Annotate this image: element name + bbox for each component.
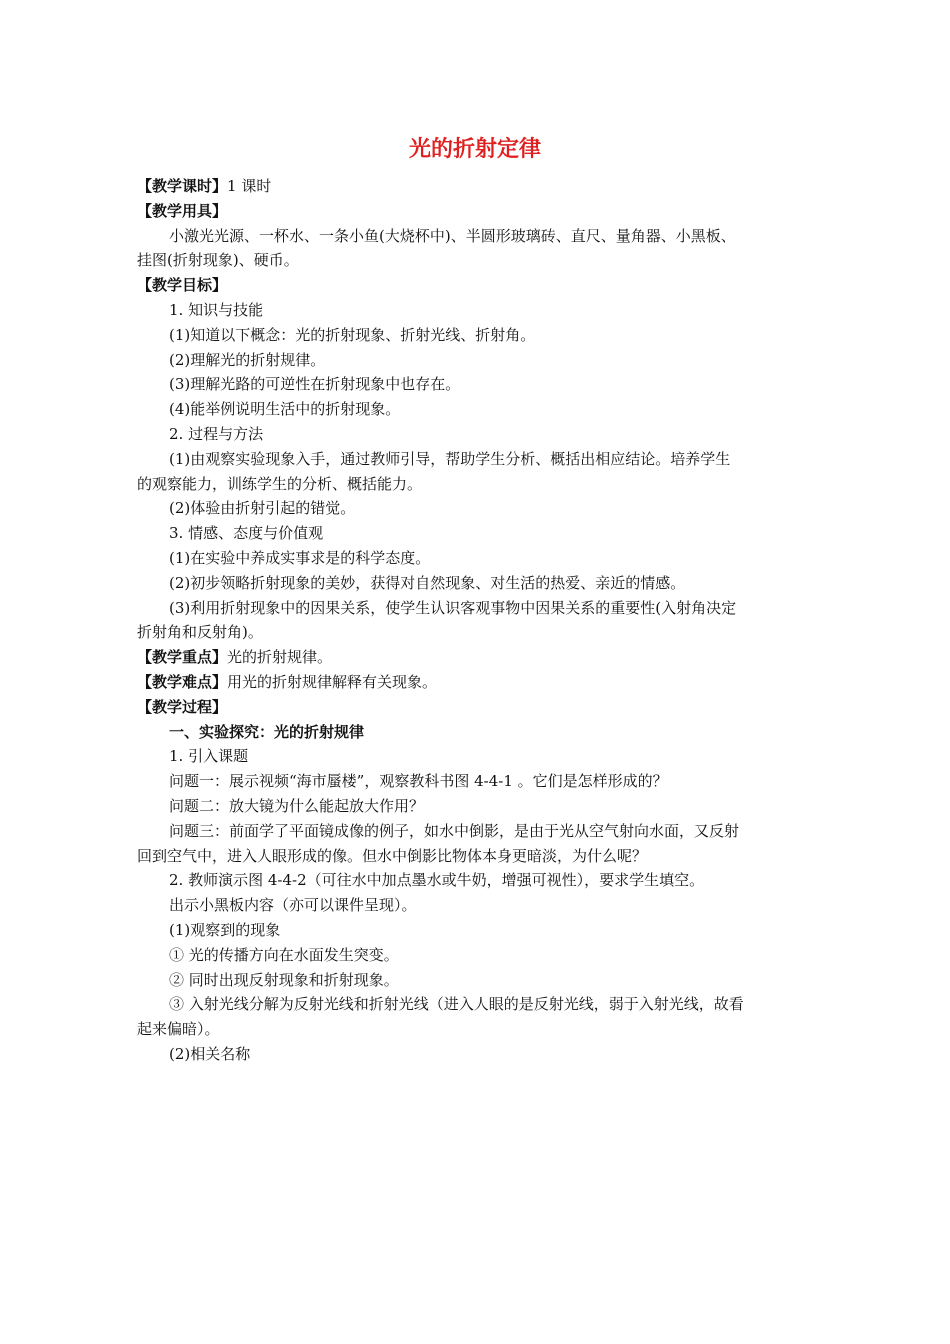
- line-text: 起来偏暗）。: [137, 1020, 220, 1039]
- line-text: (4)能举例说明生活中的折射现象。: [169, 400, 401, 419]
- line-text: (2)相关名称: [169, 1044, 251, 1063]
- text-line: [137, 472, 813, 497]
- text-line: [137, 397, 813, 422]
- line-text: (1)由观察实验现象入手，通过教师引导，帮助学生分析、概括出相应结论。培养学生: [169, 449, 731, 468]
- text-line: [137, 521, 813, 546]
- text-line: [137, 670, 813, 695]
- text-line: [137, 323, 813, 348]
- text-line: [137, 943, 813, 968]
- text-line: [137, 620, 813, 645]
- line-text: ③ 入射光线分解为反射光线和折射光线（进入人眼的是反射光线，弱于入射光线，故看: [169, 995, 744, 1014]
- text-line: [137, 596, 813, 621]
- text-line: [137, 273, 813, 298]
- text-line: [137, 918, 813, 943]
- line-text: 问题一：展示视频“海市蜃楼”，观察教科书图 4-4-1 。它们是怎样形成的？: [169, 772, 668, 791]
- section-heading: 【教学过程】: [137, 697, 228, 716]
- line-text: 3. 情感、态度与价值观: [169, 524, 324, 543]
- section-heading: 【教学目标】: [137, 276, 228, 295]
- line-text: (3)理解光路的可逆性在折射现象中也存在。: [169, 375, 461, 394]
- text-line: [137, 893, 813, 918]
- line-text: (2)初步领略折射现象的美妙，获得对自然现象、对生活的热爱、亲近的情感。: [169, 573, 686, 592]
- text-line: [137, 571, 813, 596]
- line-text: 小激光光源、一杯水、一条小鱼(大烧杯中)、半圆形玻璃砖、直尺、量角器、小黑板、: [169, 226, 736, 245]
- line-text: (1)观察到的现象: [169, 920, 281, 939]
- line-text: 2. 过程与方法: [169, 424, 264, 443]
- text-line: [137, 447, 813, 472]
- document-body: [137, 174, 813, 1067]
- line-text: 回到空气中，进入人眼形成的像。但水中倒影比物体本身更暗淡，为什么呢？: [137, 846, 648, 865]
- line-text: (3)利用折射现象中的因果关系，使学生认识客观事物中因果关系的重要性(入射角决定: [169, 598, 737, 617]
- text-line: [137, 695, 813, 720]
- text-line: [137, 546, 813, 571]
- text-line: [137, 298, 813, 323]
- section-heading: 【教学重点】: [137, 648, 228, 667]
- text-line: [137, 496, 813, 521]
- line-text: 1. 引入课题: [169, 747, 249, 766]
- text-line: [137, 1042, 813, 1067]
- document-title: 光的折射定律: [408, 137, 541, 162]
- line-text: 挂图(折射现象)、硬币。: [137, 251, 299, 270]
- line-text: 出示小黑板内容（亦可以课件呈现）。: [169, 896, 417, 915]
- text-line: [137, 174, 813, 199]
- text-line: [137, 422, 813, 447]
- text-line: [137, 248, 813, 273]
- line-text: ① 光的传播方向在水面发生突变。: [169, 945, 399, 964]
- text-line: [137, 199, 813, 224]
- text-line: [137, 844, 813, 869]
- text-line: [137, 224, 813, 249]
- text-line: [137, 769, 813, 794]
- text-line: [137, 372, 813, 397]
- text-line: [137, 1017, 813, 1042]
- line-text: 用光的折射规律解释有关现象。: [227, 672, 438, 691]
- line-text: (1)知道以下概念：光的折射现象、折射光线、折射角。: [169, 325, 536, 344]
- line-text: 折射角和反射角)。: [137, 623, 263, 642]
- text-line: [137, 720, 813, 745]
- line-text: 2. 教师演示图 4-4-2（可往水中加点墨水或牛奶，增强可视性），要求学生填空。: [169, 871, 705, 890]
- line-text: 问题二：放大镜为什么能起放大作用？: [169, 796, 425, 815]
- text-line: [137, 968, 813, 993]
- line-text: ② 同时出现反射现象和折射现象。: [169, 970, 399, 989]
- line-text: 1 课时: [227, 177, 272, 195]
- line-text: (2)理解光的折射规律。: [169, 350, 326, 369]
- text-line: [137, 868, 813, 893]
- line-text: 的观察能力，训练学生的分析、概括能力。: [137, 474, 423, 493]
- line-text: (2)体验由折射引起的错觉。: [169, 499, 356, 518]
- text-line: [137, 645, 813, 670]
- text-line: [137, 794, 813, 819]
- section-heading: 【教学用具】: [137, 201, 228, 220]
- line-text: 问题三：前面学了平面镜成像的例子，如水中倒影，是由于光从空气射向水面，又反射: [169, 821, 740, 840]
- line-text: (1)在实验中养成实事求是的科学态度。: [169, 548, 431, 567]
- line-text: 一、实验探究：光的折射规律: [169, 722, 365, 741]
- text-line: [137, 348, 813, 373]
- text-line: [137, 992, 813, 1017]
- section-heading: 【教学课时】: [137, 177, 228, 195]
- text-line: [137, 744, 813, 769]
- section-heading: 【教学难点】: [137, 672, 228, 691]
- line-text: 1. 知识与技能: [169, 300, 264, 319]
- line-text: 光的折射规律。: [227, 648, 333, 667]
- text-line: [137, 819, 813, 844]
